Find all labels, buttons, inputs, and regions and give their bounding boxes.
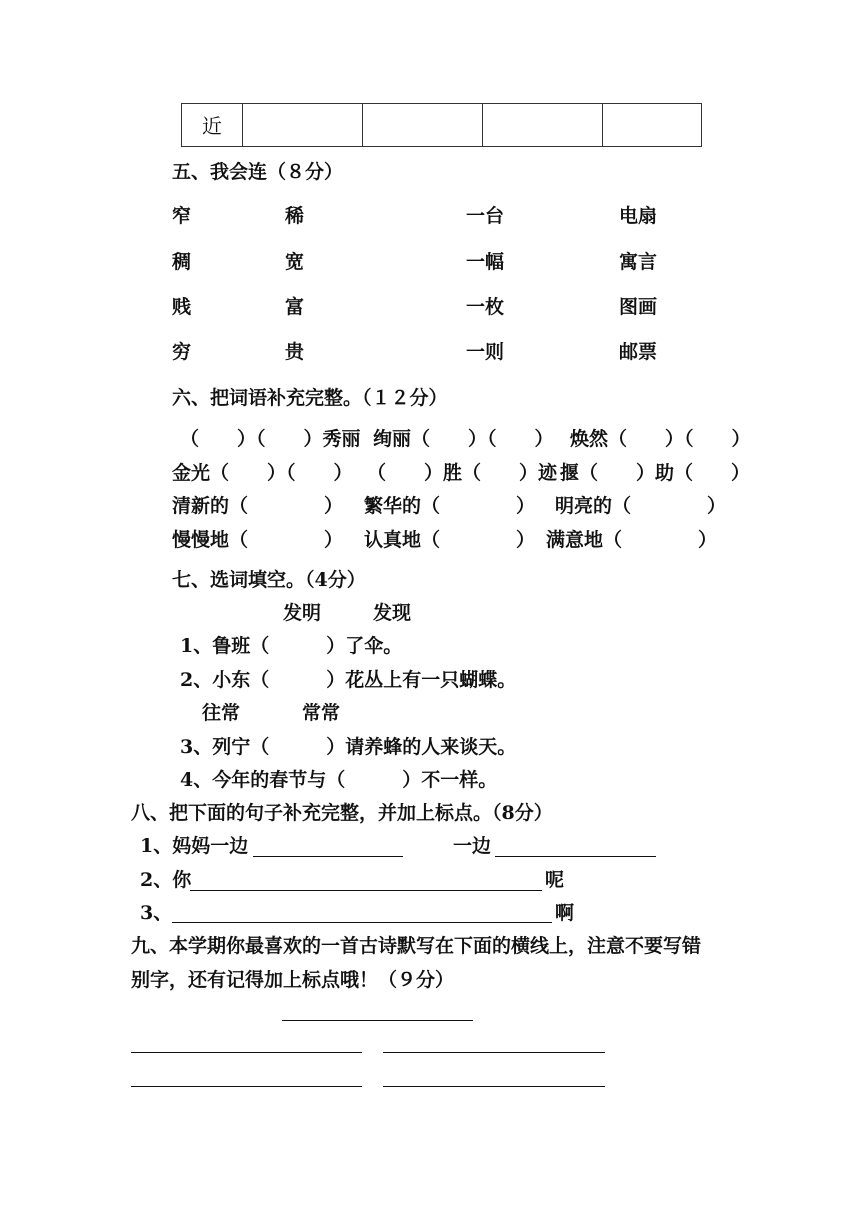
word-choice: 常常	[302, 702, 341, 724]
match-word: 一则	[466, 341, 505, 363]
table-cell	[181, 103, 243, 147]
table-cell	[482, 103, 603, 147]
sentence-suffix: 啊	[555, 902, 575, 924]
poem-line	[131, 1086, 362, 1087]
section-8-title: 八、把下面的句子补充完整，并加上标点。（8分）	[131, 802, 553, 824]
sentence-mid: 一边	[453, 835, 492, 857]
poem-line	[383, 1052, 605, 1053]
answer-line	[495, 856, 656, 857]
sentence-prefix: 2、你	[140, 869, 192, 891]
sentence-prefix: 1、妈妈一边	[140, 835, 249, 857]
word-choice: 发现	[373, 602, 412, 624]
table-cell	[242, 103, 363, 147]
question: 4、今年的春节与（ ）不一样。	[180, 769, 498, 791]
answer-line	[253, 856, 403, 857]
fill-item: （ ）胜（ ）迹	[367, 462, 558, 484]
fill-item: 慢慢地（ ）	[172, 529, 344, 551]
fill-item: 认真地（ ）	[364, 529, 536, 551]
match-word: 一幅	[466, 251, 505, 273]
fill-item: 焕然（ ）（ ）	[570, 428, 751, 450]
question: 1、鲁班（ ）了伞。	[180, 635, 403, 657]
fill-item: （ ）（ ）秀丽	[180, 428, 361, 450]
fill-item: 揠（ ）助（ ）	[560, 462, 751, 484]
match-word: 富	[285, 296, 305, 318]
answer-line	[190, 890, 542, 891]
fill-item: 清新的（ ）	[172, 495, 344, 517]
match-word: 宽	[285, 251, 305, 273]
match-word: 贵	[285, 341, 305, 363]
match-word: 稀	[285, 205, 305, 227]
section-9-title: 九、本学期你最喜欢的一首古诗默写在下面的横线上，注意不要写错	[131, 935, 702, 957]
match-word: 图画	[619, 296, 658, 318]
question: 2、小东（ ）花丛上有一只蝴蝶。	[180, 669, 517, 691]
fill-item: 满意地（ ）	[546, 529, 718, 551]
table-cell	[362, 103, 483, 147]
match-word: 电扇	[619, 205, 658, 227]
fill-item: 繁华的（ ）	[364, 495, 536, 517]
question: 3、列宁（ ）请养蜂的人来谈天。	[180, 736, 517, 758]
poem-line	[131, 1052, 362, 1053]
word-choice: 往常	[202, 702, 241, 724]
word-choice: 发明	[283, 602, 322, 624]
table-cell	[602, 103, 702, 147]
fill-item: 金光（ ）（ ）	[172, 462, 353, 484]
match-word: 寓言	[619, 251, 658, 273]
match-word: 稠	[172, 251, 192, 273]
answer-line	[172, 922, 552, 923]
match-word: 贱	[172, 296, 192, 318]
section-7-title: 七、选词填空。（4分）	[172, 569, 366, 591]
section-9-title-cont: 别字，还有记得加上标点哦！（９分）	[131, 969, 455, 991]
fill-item: 明亮的（ ）	[555, 495, 727, 517]
section-5-title: 五、我会连（８分）	[172, 161, 344, 183]
section-6-title: 六、把词语补充完整。（１２分）	[172, 387, 448, 409]
sentence-prefix: 3、	[140, 902, 173, 924]
match-word: 一台	[466, 205, 505, 227]
poem-line	[383, 1086, 605, 1087]
match-word: 一枚	[466, 296, 505, 318]
match-word: 穷	[172, 341, 192, 363]
match-word: 窄	[172, 205, 192, 227]
table-cell-text: 近	[202, 114, 222, 138]
fill-item: 绚丽（ ）（ ）	[373, 428, 554, 450]
sentence-suffix: 呢	[545, 869, 565, 891]
poem-title-line	[282, 1020, 473, 1021]
match-word: 邮票	[619, 341, 658, 363]
